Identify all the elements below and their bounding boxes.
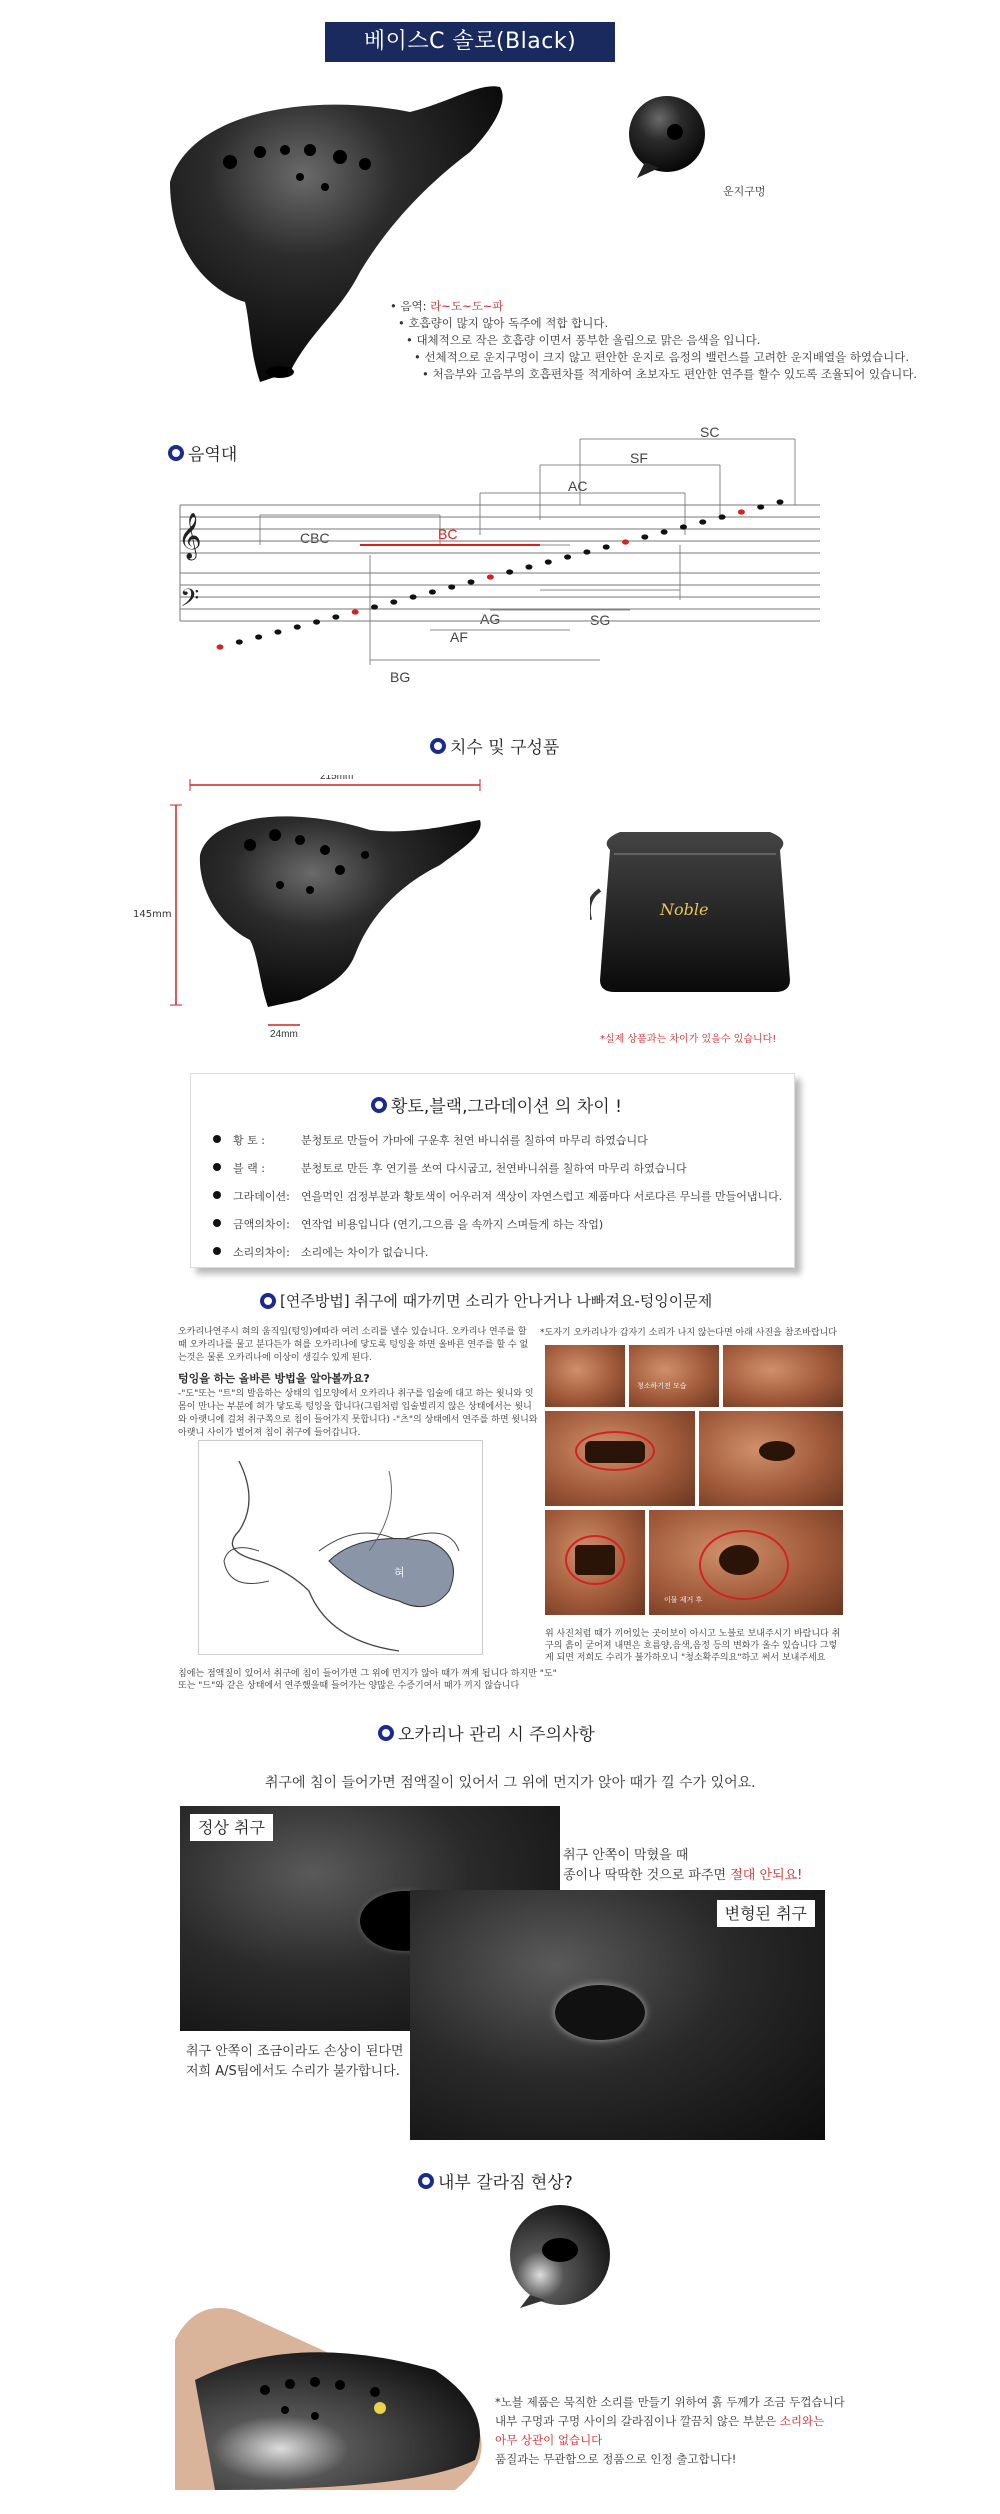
width-label: 215mm	[320, 775, 354, 782]
playing-left-footer: 침에는 점액질이 있어서 취구에 침이 들어가면 그 위에 먼지가 않아 때가 껴게 됩니다 하지만 "도" 또는 "드"와 같은 상태에서 연주했을때 들어가는 양많은 수증기여서 때가 끼지 않습니다	[178, 1669, 557, 1691]
care-heading: 오카리나 관리 시 주의사항	[378, 1720, 595, 1745]
range-label-sg: SG	[590, 612, 611, 628]
bass-clef-icon: 𝄢	[180, 585, 200, 618]
dimension-note: *실제 상품과는 차이가 있을수 있습니다!	[600, 1034, 777, 1045]
photo-7: 이물 제거 후	[649, 1510, 843, 1615]
note-dot	[448, 584, 455, 589]
mouthpiece-photo-grid	[545, 1345, 845, 1620]
mouth-label: 24mm	[270, 1029, 298, 1040]
difference-row: 그라데이션: 연을먹인 검정부분과 황토색이 어우러져 색상이 자연스럽고 제품마다 서로다른 무늬를 만들어냅니다.	[213, 1188, 783, 1204]
note-dot	[719, 514, 726, 519]
note-dots	[217, 499, 784, 649]
difference-box	[190, 1073, 795, 1268]
hole-label: 운지구멍	[723, 185, 766, 198]
difference-row: 금액의차이: 연작업 비용입니다 (연기,그으름 을 속까지 스며들게 하는 작업)	[213, 1216, 783, 1232]
range-label-bc: BC	[438, 526, 458, 542]
range-line: • 음역: 라~도~도~파	[390, 299, 504, 313]
dimension-ocarina-image	[150, 775, 510, 1065]
note-dot	[236, 639, 243, 644]
note-dot	[410, 594, 417, 599]
care-warning: 취구 안쪽이 막혔을 때 종이나 딱딱한 것으로 파주면 절대 안되요!	[563, 1848, 803, 1883]
care-damage: 취구 안쪽이 조금이라도 손상이 된다면 저희 A/S팀에서도 수리가 불가합니다.	[182, 2040, 407, 2084]
note-dot	[313, 619, 320, 624]
range-heading: 음역대	[168, 440, 237, 465]
photo-4	[545, 1411, 695, 1506]
playing-left-body: -"도"또는 "트"의 발음하는 상태의 입모양에서 오카리나 취구를 입술에 대고 하는 윗니와 잇몸이 만나는 부분에 혀가 닿도록 텅잉을 합니다(그림처럼 입술벌리지 않은 상태에서는 윗니와 아랫니에 걸쳐 취구쪽으로 침이 들어가지 못합니다) -"츠"의 상태에서 연주를 하면 윗니와 아랫니 사이가 벌어져 침이 취구에 들어갑니다.	[178, 1389, 538, 1438]
difference-row: 황 토 : 분청토로 만들어 가마에 구운후 천연 바니쉬를 칠하여 마무리 하였습니다	[213, 1132, 783, 1148]
deformed-label: 변형된 취구	[717, 1900, 815, 1927]
difference-row: 소리의차이: 소리에는 차이가 없습니다.	[213, 1244, 783, 1260]
note-dot	[699, 519, 706, 524]
note-dot	[255, 634, 262, 639]
care-intro: 취구에 침이 들어가면 점액질이 있어서 그 위에 먼지가 앉아 때가 낄 수가 있어요.	[265, 1775, 756, 1791]
note-dot	[371, 604, 378, 609]
note-dot	[622, 539, 629, 544]
note-dot	[390, 599, 397, 604]
intro-bullet: • 대체적으로 작은 호흡량 이면서 풍부한 울림으로 맑은 음색을 입니다.	[406, 333, 761, 347]
note-dot	[583, 549, 590, 554]
intro-bullet: • 처음부와 고음부의 호흡편차를 적게하여 초보자도 편안한 연주를 할수 있도록 조율되어 있습니다.	[422, 367, 918, 381]
diagram-label: 혀	[394, 1567, 405, 1579]
range-label-bg: BG	[390, 669, 411, 685]
note-dot	[641, 534, 648, 539]
range-label-sc: SC	[700, 425, 720, 440]
note-dot	[680, 524, 687, 529]
difference-heading: 황토,블랙,그라데이션 의 차이 !	[371, 1092, 622, 1117]
note-dot	[217, 644, 224, 649]
note-dot	[487, 574, 494, 579]
ring-icon	[378, 1725, 394, 1741]
crack-text: *노블 제품은 묵직한 소리를 만들기 위하여 흙 두께가 조금 두껍습니다 내부 구멍과 구멍 사이의 갈라짐이나 깔끔치 않은 부분은 소리와는 아무 상관이 없습니다 품질과는 무관함으로 정품으로 인정 출고합니다!	[495, 2395, 845, 2466]
hole-detail-image	[625, 92, 705, 172]
intro-bullet: • 선체적으로 운지구멍이 크지 않고 편안한 운지로 음정의 밸런스를 고려한 운지배열을 하였습니다.	[414, 350, 910, 364]
note-dot	[564, 554, 571, 559]
ring-icon	[260, 1293, 276, 1309]
note-dot	[274, 629, 281, 634]
note-dot	[294, 624, 301, 629]
playing-left-question: 텅잉을 하는 올바른 방법을 알아볼까요?	[178, 1372, 370, 1385]
bag-brand: Noble	[660, 900, 709, 919]
note-dot	[545, 559, 552, 564]
note-dot	[661, 529, 668, 534]
page-title: 베이스C 솔로(Black)	[325, 22, 615, 62]
ring-icon	[371, 1097, 387, 1113]
note-dot	[603, 544, 610, 549]
note-dot	[757, 504, 764, 509]
normal-label: 정상 취구	[190, 1814, 273, 1841]
intro-bullet: • 호흡량이 많지 않아 독주에 적합 합니다.	[398, 316, 609, 330]
range-label-ag: AG	[480, 611, 501, 627]
note-dot	[738, 509, 745, 514]
photo-1	[545, 1345, 625, 1407]
photo-3	[723, 1345, 843, 1407]
tongue-diagram	[198, 1440, 483, 1655]
height-label: 145mm	[133, 909, 172, 920]
dimension-heading: 치수 및 구성품	[430, 733, 559, 758]
photo-5	[699, 1411, 843, 1506]
crack-detail-image	[500, 2200, 620, 2310]
range-staff-diagram	[160, 425, 840, 695]
note-dot	[429, 589, 436, 594]
playing-right-intro: *도자기 오카리나가 갑자기 소리가 나지 않는다면 아래 사진을 참조바랍니다	[540, 1328, 837, 1338]
range-label-af: AF	[450, 629, 468, 645]
intro-bullets	[390, 298, 950, 383]
photo-6	[545, 1510, 645, 1615]
range-label-ac: AC	[568, 478, 588, 494]
treble-clef-icon: 𝄞	[178, 514, 202, 558]
playing-left-intro: 오카리나연주시 혀의 움직임(텅잉)에따라 여러 소리를 낼수 있습니다. 오카리나 연주를 할때 오카리나를 물고 분다든가 혀를 오카리나에 닿도록 텅잉을 하면 올바른 연주를 할 수 없는것은 물론 오카리나에 이상이 생길수 있게 된다.	[178, 1327, 529, 1363]
crack-heading: 내부 갈라짐 현상?	[418, 2168, 573, 2193]
crack-ocarina-photo	[175, 2160, 495, 2490]
note-dot	[352, 609, 359, 614]
photo-2: 청소하기전 모습	[629, 1345, 719, 1407]
playing-heading: [연주방법] 취구에 때가끼면 소리가 안나거나 나빠져요-텅잉이문제	[260, 1290, 712, 1311]
note-dot	[525, 564, 532, 569]
deformed-mouthpiece-photo	[410, 1890, 825, 2140]
playing-right-footer: 위 사진처럼 때가 끼어있는 곳이보이 아시고 노블로 보내주시기 바랍니다 취구의 흙이 굳어져 내면은 흐름양,음색,음정 등의 변화가 올수 있습니다 그렇게 되면 저희도 수리가 불가하오니 "청소확주의요"하고 써서 보내주세요	[545, 1629, 841, 1663]
range-label-sf: SF	[630, 450, 648, 466]
note-dot	[468, 579, 475, 584]
note-dot	[777, 499, 784, 504]
note-dot	[506, 569, 513, 574]
carry-bag-image	[590, 820, 800, 1000]
ring-icon	[430, 738, 446, 754]
range-label-cbc: CBC	[300, 530, 330, 546]
difference-row: 블 랙 : 분청토로 만든 후 연기를 쏘여 다시굽고, 천연바니쉬를 칠하여 마무리 하였습니다	[213, 1160, 783, 1176]
note-dot	[332, 614, 339, 619]
